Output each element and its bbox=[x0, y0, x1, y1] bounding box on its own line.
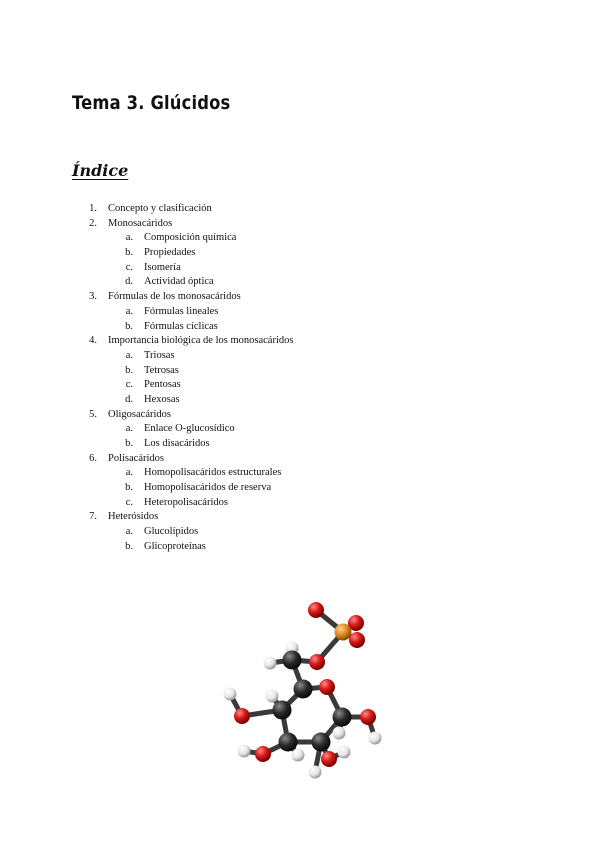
list-number: b. bbox=[125, 247, 133, 259]
hydrogen-atom bbox=[369, 732, 382, 745]
hydrogen-atom bbox=[264, 657, 277, 670]
carbon-atom bbox=[294, 680, 313, 699]
list-number: 4. bbox=[89, 335, 97, 347]
toc-item bbox=[0, 334, 600, 349]
list-number: b. bbox=[125, 540, 133, 552]
carbon-atom bbox=[333, 708, 352, 727]
oxygen-atom bbox=[308, 602, 324, 618]
list-number: 5. bbox=[89, 408, 97, 420]
hydrogen-atom bbox=[338, 746, 351, 759]
list-number: b. bbox=[125, 438, 133, 449]
page-title: Tema 3. Glúcidos bbox=[72, 92, 231, 114]
list-label: Fórmulas cíclicas bbox=[144, 320, 218, 332]
carbon-atom bbox=[283, 651, 302, 670]
hydrogen-atom bbox=[292, 749, 305, 762]
list-label: Heteropolisacáridos bbox=[144, 496, 228, 508]
toc-subitem bbox=[0, 422, 600, 437]
list-label: Oligosacáridos bbox=[108, 408, 171, 420]
toc-subitem bbox=[0, 496, 600, 511]
oxygen-atom bbox=[349, 632, 365, 648]
list-label: Glucolípidos bbox=[144, 526, 199, 538]
list-label: Importancia biológica de los monosacáridos bbox=[108, 335, 294, 347]
list-label: Concepto y clasificación bbox=[108, 203, 212, 214]
list-number: c. bbox=[125, 379, 133, 391]
list-number: a. bbox=[125, 423, 133, 435]
toc-item bbox=[0, 452, 600, 467]
list-label: Propiedades bbox=[144, 247, 196, 259]
list-label: Composición química bbox=[144, 232, 237, 244]
table-of-contents bbox=[0, 202, 600, 555]
list-number: b. bbox=[125, 320, 133, 332]
toc-subitem bbox=[0, 246, 600, 261]
carbon-atom bbox=[312, 733, 331, 752]
hydrogen-atom bbox=[224, 688, 237, 701]
toc-subitem bbox=[0, 540, 600, 555]
toc-subitem bbox=[0, 481, 600, 496]
toc-subitem bbox=[0, 378, 600, 393]
toc-subitem bbox=[0, 364, 600, 379]
list-label: Triosas bbox=[144, 349, 175, 361]
hydrogen-atom bbox=[309, 766, 322, 779]
oxygen-atom bbox=[319, 679, 335, 695]
hydrogen-atom bbox=[238, 745, 251, 758]
list-label: Fórmulas de los monosacáridos bbox=[108, 291, 241, 303]
index-heading: Índice bbox=[72, 161, 129, 180]
toc-subitem bbox=[0, 437, 600, 452]
toc-subitem bbox=[0, 393, 600, 408]
list-number: a. bbox=[125, 349, 133, 361]
oxygen-atom bbox=[321, 751, 337, 767]
list-label: Polisacáridos bbox=[108, 452, 164, 464]
toc-item bbox=[0, 290, 600, 305]
toc-subitem bbox=[0, 261, 600, 276]
list-number: 7. bbox=[89, 511, 97, 523]
list-label: Glicoproteínas bbox=[144, 540, 206, 552]
list-label: Los disacáridos bbox=[144, 438, 210, 449]
oxygen-atom bbox=[309, 654, 325, 670]
list-number: a. bbox=[125, 467, 133, 479]
toc-item bbox=[0, 510, 600, 525]
list-number: 1. bbox=[89, 203, 97, 214]
list-number: d. bbox=[125, 276, 133, 288]
toc-item bbox=[0, 202, 600, 217]
toc-item bbox=[0, 217, 600, 232]
list-number: a. bbox=[125, 232, 133, 244]
list-label: Heterósidos bbox=[108, 511, 159, 523]
oxygen-atom bbox=[234, 708, 250, 724]
list-number: 2. bbox=[89, 217, 97, 229]
toc-subitem bbox=[0, 231, 600, 246]
list-number: a. bbox=[125, 526, 133, 538]
toc-subitem bbox=[0, 466, 600, 481]
list-number: b. bbox=[125, 364, 133, 376]
hydrogen-atom bbox=[333, 727, 346, 740]
hydrogen-atom bbox=[266, 690, 279, 703]
toc-subitem bbox=[0, 525, 600, 540]
list-label: Hexosas bbox=[144, 393, 180, 405]
list-label: Monosacáridos bbox=[108, 217, 173, 229]
list-number: c. bbox=[125, 496, 133, 508]
toc-subitem bbox=[0, 275, 600, 290]
list-label: Homopolisacáridos estructurales bbox=[144, 467, 282, 479]
carbon-atom bbox=[273, 701, 292, 720]
list-number: b. bbox=[125, 482, 133, 494]
carbon-atom bbox=[279, 733, 298, 752]
list-label: Enlace O-glucosídico bbox=[144, 423, 235, 435]
toc-subitem bbox=[0, 320, 600, 335]
toc-subitem bbox=[0, 349, 600, 364]
oxygen-atom bbox=[255, 746, 271, 762]
phosphorus-atom bbox=[335, 624, 352, 641]
list-label: Tetrosas bbox=[144, 364, 179, 376]
list-label: Actividad óptica bbox=[144, 276, 214, 288]
list-number: c. bbox=[125, 261, 133, 273]
list-label: Isomería bbox=[144, 261, 181, 273]
toc-item bbox=[0, 408, 600, 423]
oxygen-atom bbox=[360, 709, 376, 725]
list-number: 6. bbox=[89, 452, 97, 464]
molecule-illustration bbox=[210, 590, 400, 790]
list-label: Homopolisacáridos de reserva bbox=[144, 482, 272, 494]
list-number: a. bbox=[125, 305, 133, 317]
toc-subitem bbox=[0, 305, 600, 320]
list-number: d. bbox=[125, 393, 133, 405]
list-label: Pentosas bbox=[144, 379, 181, 391]
list-number: 3. bbox=[89, 291, 97, 303]
list-label: Fórmulas lineales bbox=[144, 305, 219, 317]
